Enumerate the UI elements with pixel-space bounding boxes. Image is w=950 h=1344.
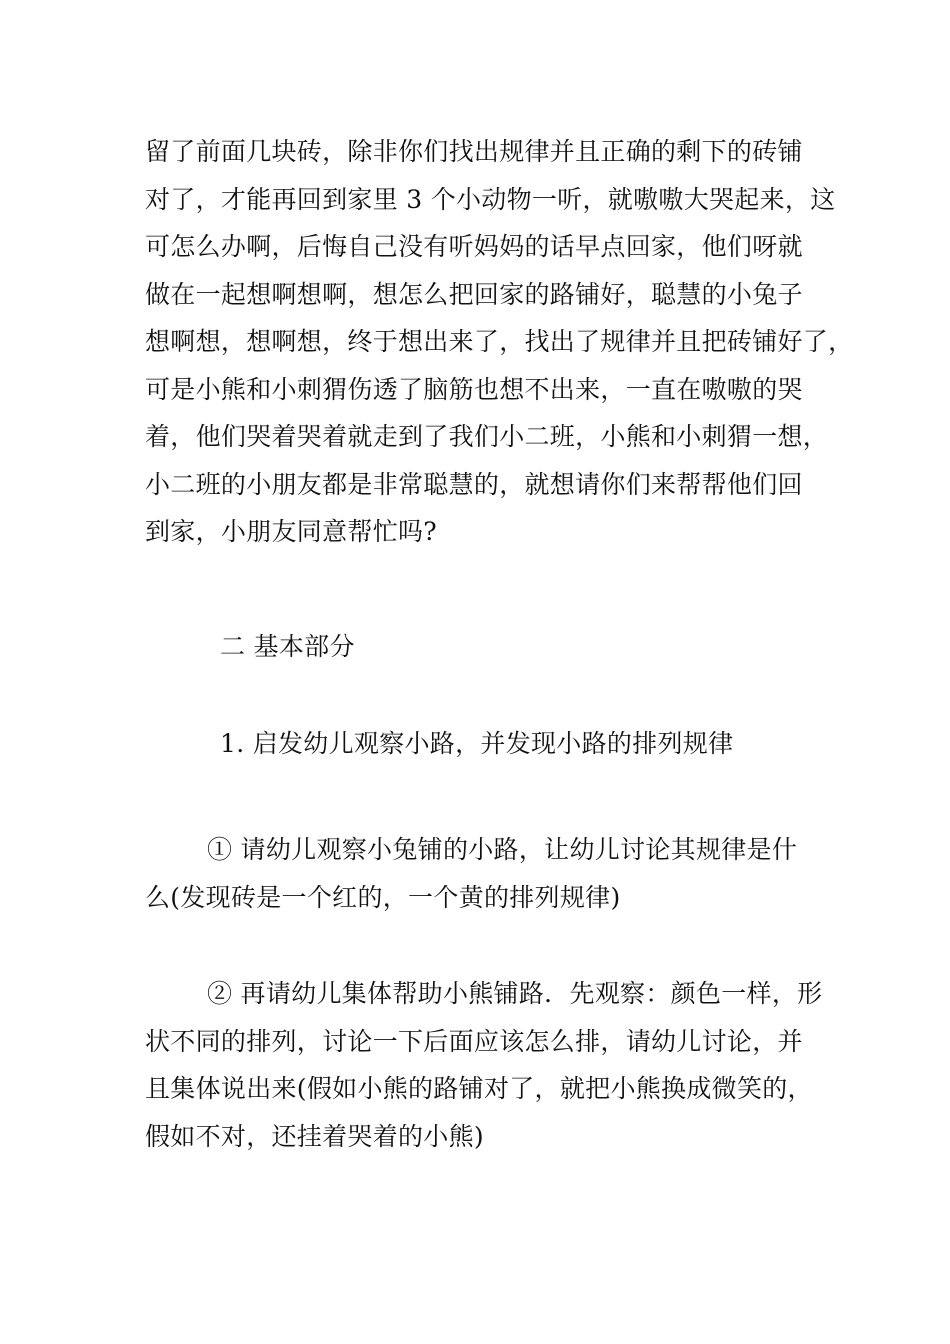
paragraph-line: 留了前面几块砖，除非你们找出规律并且正确的剩下的砖铺 xyxy=(145,137,803,166)
section-heading-text: 二 基本部分 xyxy=(220,632,355,661)
paragraph-line: 到家，小朋友同意帮忙吗? xyxy=(145,517,438,546)
step-heading-text: 1. 启发幼儿观察小路，并发现小路的排列规律 xyxy=(220,729,734,758)
paragraph-line: 想啊想，想啊想，终于想出来了，找出了规律并且把砖铺好了， xyxy=(145,327,854,356)
step-heading xyxy=(220,720,885,768)
intro-paragraph xyxy=(145,128,854,556)
paragraph-line: 且集体说出来(假如小熊的路铺对了，就把小熊换成微笑的， xyxy=(145,1074,813,1103)
paragraph-line: 可是小熊和小刺猬伤透了脑筋也想不出来，一直在嗷嗷的哭 xyxy=(145,374,803,404)
paragraph-line: 假如不对，还挂着哭着的小熊) xyxy=(145,1121,484,1151)
paragraph-line: 对了，才能再回到家里 3 个小动物一听，就嗷嗷大哭起来，这 xyxy=(145,184,836,214)
paragraph-line: ② 再请幼儿集体帮助小熊铺路．先观察：颜色一样，形 xyxy=(207,979,823,1008)
paragraph-line: 着，他们哭着哭着就走到了我们小二班，小熊和小刺猬一想， xyxy=(145,422,829,451)
paragraph-line: ① 请幼儿观察小兔铺的小路，让幼儿讨论其规律是什 xyxy=(207,835,798,864)
paragraph-line: 可怎么办啊，后悔自己没有听妈妈的话早点回家，他们呀就 xyxy=(145,232,803,261)
item-2-paragraph xyxy=(145,970,823,1160)
item-1-paragraph xyxy=(145,826,810,921)
section-heading xyxy=(220,623,885,671)
paragraph-line: 么(发现砖是一个红的，一个黄的排列规律) xyxy=(145,882,621,912)
paragraph-line: 小二班的小朋友都是非常聪慧的，就想请你们来帮帮他们回 xyxy=(145,469,803,499)
paragraph-line: 做在一起想啊想啊，想怎么把回家的路铺好，聪慧的小兔子 xyxy=(145,279,803,309)
paragraph-line: 状不同的排列，讨论一下后面应该怎么排，请幼儿讨论，并 xyxy=(145,1026,803,1056)
